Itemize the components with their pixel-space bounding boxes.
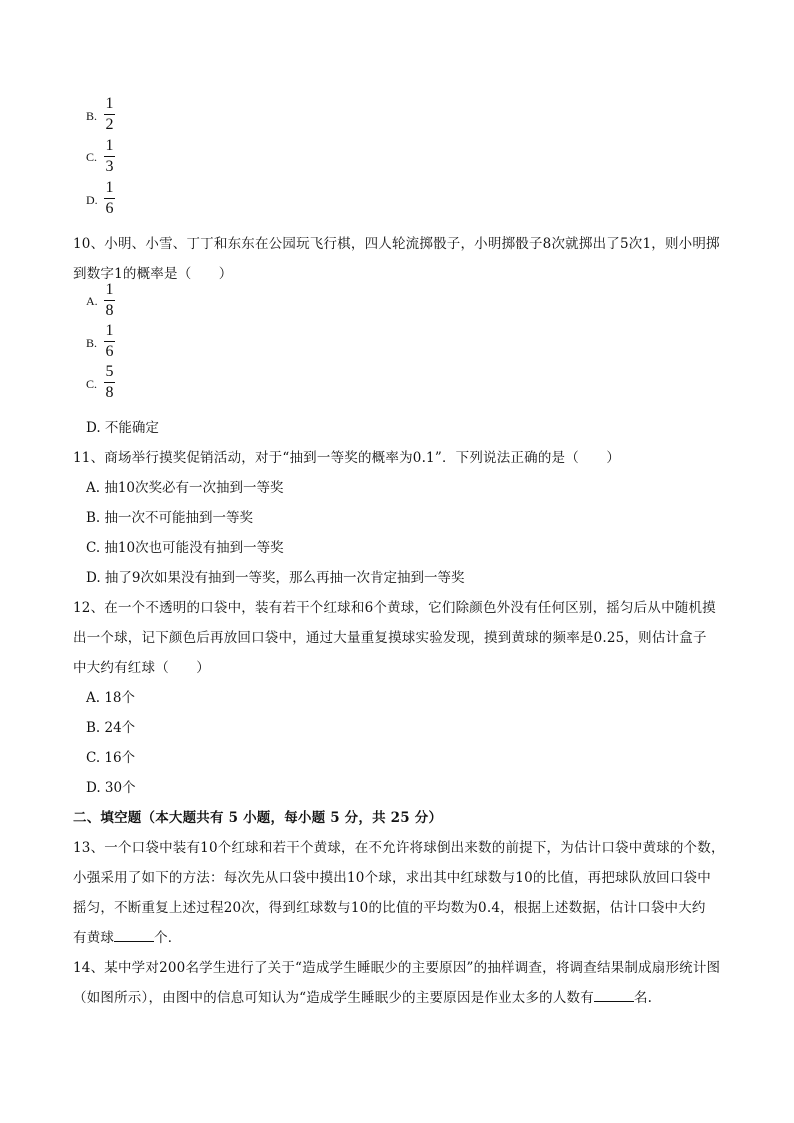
q13-stem-line3: 摇匀，不断重复上述过程20次，得到红球数与10的比值的平均数为0.4，根据上述数据，估计口袋中大约: [73, 900, 706, 916]
q9-option-c-letter: C.: [86, 150, 98, 164]
section-2-heading: 二、填空题（本大题共有 5 小题，每小题 5 分，共 25 分）: [73, 810, 443, 826]
fraction-denominator: 8: [105, 302, 114, 319]
fraction-denominator: 6: [105, 343, 114, 360]
q11-option-b: B. 抽一次不可能抽到一等奖: [86, 510, 254, 526]
q14-stem-line2: [73, 986, 652, 1006]
q10-option-b-letter: B.: [86, 336, 98, 350]
q14-line2-prefix: （如图所示），由图中的信息可知认为“造成学生睡眠少的主要原因是作业太多的人数有: [73, 990, 594, 1006]
q12-stem-line2: 出一个球，记下颜色后再放回口袋中，通过大量重复摸球实验发现，摸到黄球的频率是0.25，则估计盒子: [73, 630, 707, 646]
q12-stem-line3: 中大约有红球（ ）: [73, 660, 210, 676]
fraction-denominator: 8: [105, 384, 114, 401]
q11-option-d: D. 抽了9次如果没有抽到一等奖，那么再抽一次肯定抽到一等奖: [86, 570, 465, 586]
q13-answer-blank[interactable]: [114, 929, 154, 942]
q14-stem-line1: 14、某中学对200名学生进行了关于“造成学生睡眠少的主要原因”的抽样调查，将调查结果制成扇形统计图: [73, 960, 721, 976]
q13-stem-line2: 小强采用了如下的方法：每次先从口袋中摸出10个球，求出其中红球数与10的比值，再把球队放回口袋中: [73, 870, 711, 886]
q9-option-b-fraction: [104, 95, 115, 134]
q12-option-b: B. 24个: [86, 720, 136, 736]
q13-line4-prefix: 有黄球: [73, 930, 115, 946]
fraction-bar: [104, 300, 115, 301]
q11-stem-line1: 11、商场举行摸奖促销活动，对于“抽到一等奖的概率为0.1”．下列说法正确的是（ ）: [73, 450, 621, 466]
fraction-numerator: 5: [105, 363, 114, 380]
fraction-numerator: 1: [105, 95, 114, 112]
q10-option-a-letter: A.: [86, 294, 98, 308]
q13-stem-line1: 13、一个口袋中装有10个红球和若干个黄球，在不允许将球倒出来数的前提下，为估计口袋中黄球的个数，: [73, 840, 725, 856]
q9-option-d-letter: D.: [86, 193, 98, 207]
fraction-bar: [104, 198, 115, 199]
q11-option-c: C. 抽10次也可能没有抽到一等奖: [86, 540, 284, 556]
fraction-bar: [104, 114, 115, 115]
q14-line2-suffix: 名.: [633, 990, 653, 1006]
q12-option-a: A. 18个: [86, 690, 136, 706]
fraction-bar: [104, 382, 115, 383]
q10-option-a-fraction: [104, 281, 115, 320]
q9-option-b-letter: B.: [86, 109, 98, 123]
fraction-numerator: 1: [105, 137, 114, 154]
fraction-denominator: 2: [105, 116, 114, 133]
q12-stem-line1: 12、在一个不透明的口袋中，装有若干个红球和6个黄球，它们除颜色外没有任何区别，摇匀后从中随机摸: [73, 600, 716, 616]
q12-option-d: D. 30个: [86, 780, 136, 796]
q10-option-b-fraction: [104, 322, 115, 361]
q13-stem-line4: [73, 926, 182, 946]
q9-option-d-fraction: [104, 179, 115, 218]
q9-option-c-fraction: [104, 137, 115, 176]
q14-answer-blank[interactable]: [594, 989, 634, 1002]
q10-option-c-letter: C.: [86, 377, 98, 391]
q10-option-d: D. 不能确定: [86, 420, 159, 436]
fraction-numerator: 1: [105, 322, 114, 339]
fraction-bar: [104, 156, 115, 157]
q11-option-a: A. 抽10次奖必有一次抽到一等奖: [86, 480, 284, 496]
q10-stem-line1: 10、小明、小雪、丁丁和东东在公园玩飞行棋，四人轮流掷骰子，小明掷骰子8次就掷出了5次1，则小明掷: [73, 236, 720, 252]
q10-stem-line2: 到数字1的概率是（ ）: [73, 266, 233, 282]
fraction-denominator: 3: [105, 158, 114, 175]
fraction-numerator: 1: [105, 281, 114, 298]
fraction-denominator: 6: [105, 200, 114, 217]
q13-line4-suffix: 个．: [154, 930, 182, 946]
q10-option-c-fraction: [104, 363, 115, 402]
fraction-bar: [104, 341, 115, 342]
q12-option-c: C. 16个: [86, 750, 136, 766]
fraction-numerator: 1: [105, 179, 114, 196]
